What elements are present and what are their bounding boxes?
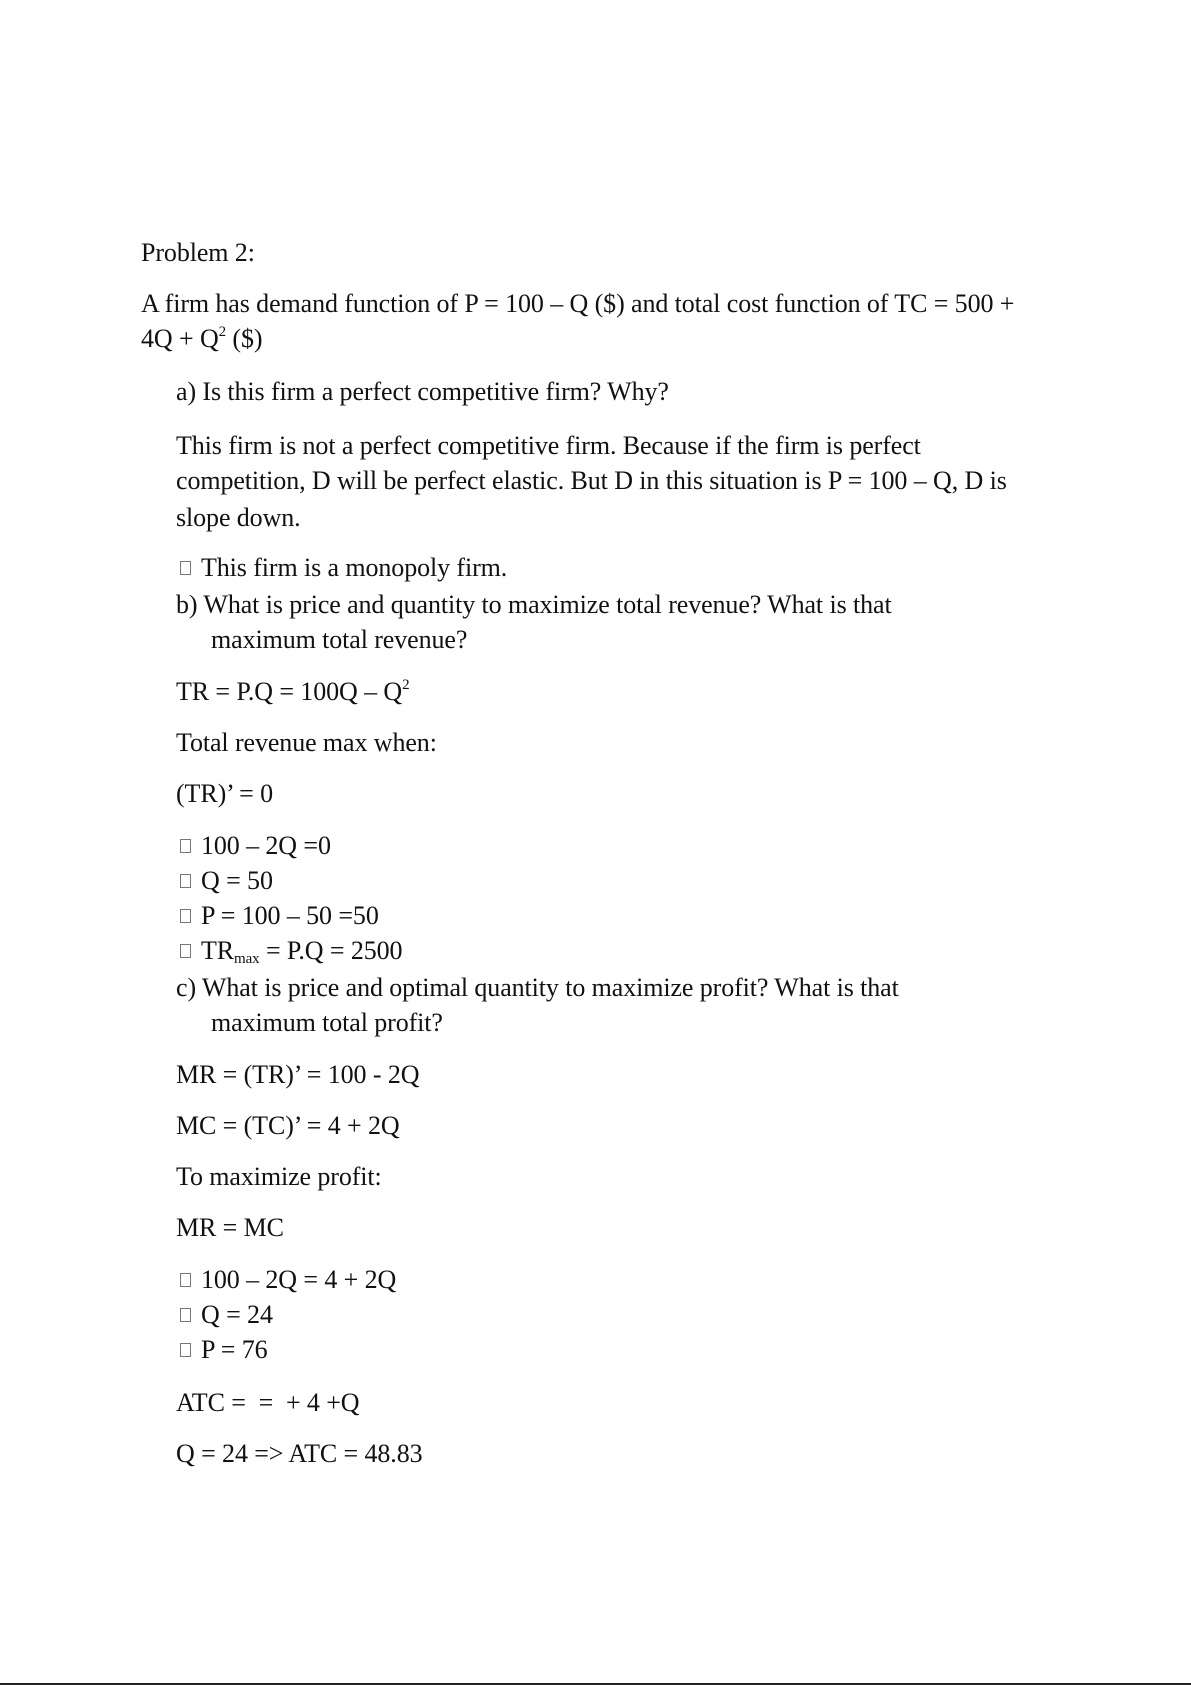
- tr-equation: TR = $P.Q = 100Q - Q^2$: [176, 677, 410, 706]
- part-b-step-1: 100 – 2Q =0: [180, 831, 331, 861]
- bullet-box-icon: [180, 1273, 191, 1287]
- part-c-step-1: 100 – 2Q = 4 + 2Q: [180, 1265, 396, 1295]
- profit-condition: MR = MC: [176, 1213, 284, 1242]
- part-a-answer-line-2: competition, D will be perfect elastic. But D in this situation is P = 100 – Q, D is: [176, 466, 1007, 495]
- part-a-answer-line-1: This firm is not a perfect competitive firm. Because if the firm is perfect: [176, 431, 921, 460]
- bullet-box-icon: [180, 874, 191, 888]
- part-c-question-line-2: maximum total profit?: [211, 1008, 443, 1037]
- bullet-box-icon: [180, 909, 191, 923]
- intro-line-2: $4Q + Q^2$ ($): [141, 324, 263, 353]
- mr-equation: MR = (TR)’ = 100 - 2Q: [176, 1060, 420, 1089]
- part-c-question-line-1: c) What is price and optimal quantity to maximize profit? What is that: [176, 973, 899, 1002]
- problem-title: Problem 2:: [141, 238, 255, 267]
- part-a-conclusion: This firm is a monopoly firm.: [180, 553, 507, 583]
- bullet-box-icon: [180, 944, 191, 958]
- profit-condition-label: To maximize profit:: [176, 1162, 382, 1191]
- tr-max-condition-label: Total revenue max when:: [176, 728, 437, 757]
- tr-derivative: (TR)’ = 0: [176, 779, 274, 808]
- mc-equation: MC = (TC)’ = 4 + 2Q: [176, 1111, 400, 1140]
- part-a-answer-line-3: slope down.: [176, 503, 301, 532]
- part-a-question: a) Is this firm a perfect competitive firm? Why?: [176, 377, 669, 406]
- bullet-box-icon: [180, 1343, 191, 1357]
- part-b-question-line-2: maximum total revenue?: [211, 625, 468, 654]
- bullet-box-icon: [180, 561, 191, 575]
- bullet-box-icon: [180, 839, 191, 853]
- part-b-step-2: Q = 50: [180, 866, 273, 896]
- part-b-step-4: $TR_{max} = P.Q = 2500$: [180, 936, 402, 966]
- part-b-question-line-1: b) What is price and quantity to maximize total revenue? What is that: [176, 590, 892, 619]
- intro-line-1: A firm has demand function of P = 100 – Q ($) and total cost function of TC = 500 +: [141, 289, 1015, 318]
- part-b-step-3: P = 100 – 50 =50: [180, 901, 379, 931]
- part-c-step-3: P = 76: [180, 1335, 268, 1365]
- atc-value: Q = 24 => ATC = 48.83: [176, 1439, 423, 1468]
- bullet-box-icon: [180, 1308, 191, 1322]
- part-c-step-2: Q = 24: [180, 1300, 273, 1330]
- atc-equation: ATC = = + 4 +Q: [176, 1388, 360, 1417]
